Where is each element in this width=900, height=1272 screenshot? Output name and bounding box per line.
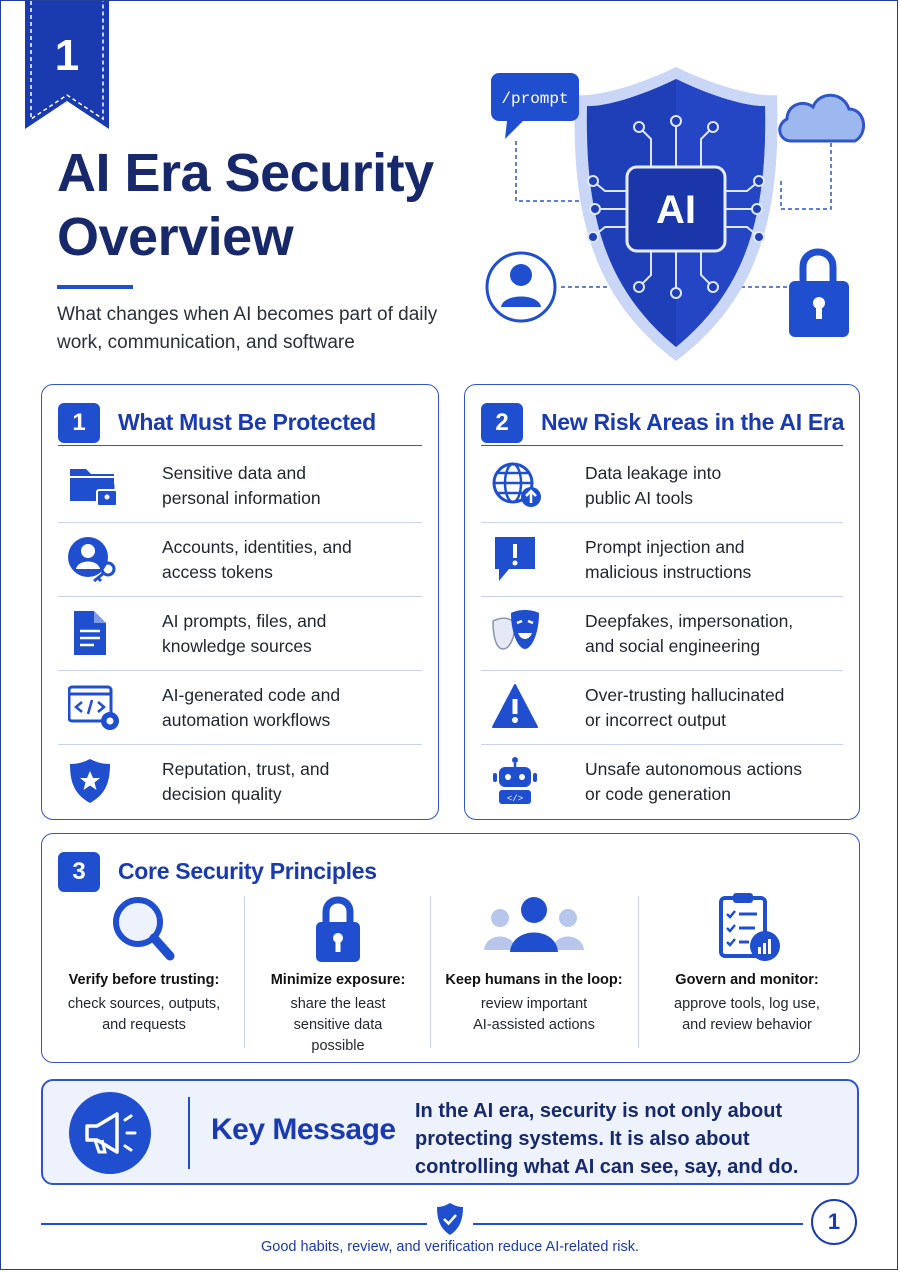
key-message-box (41, 1079, 859, 1185)
people-icon (474, 892, 594, 964)
key-divider (188, 1097, 190, 1169)
list-item (481, 449, 843, 523)
principle-verify (48, 892, 240, 1052)
section-number: 1 (58, 403, 100, 443)
shield-star-icon (68, 757, 120, 805)
list-item (58, 523, 422, 597)
masks-icon (491, 609, 543, 657)
megaphone-icon (69, 1092, 151, 1174)
page-title (57, 141, 497, 269)
chat-alert-icon (491, 535, 543, 583)
item-text: Deepfakes, impersonation, and social engineering (585, 611, 794, 656)
key-message-title: Key Message (211, 1113, 396, 1146)
list-item (58, 597, 422, 671)
footer-text: Good habits, review, and verification reduce AI-related risk. (261, 1239, 639, 1255)
robot-icon (491, 757, 543, 805)
list-item (481, 745, 843, 818)
item-text: AI-generated code and automation workflows (162, 685, 341, 730)
list-item (481, 597, 843, 671)
badge-number: 1 (54, 31, 80, 80)
globe-upload-icon (491, 461, 543, 509)
principle-title: Minimize exposure: (270, 972, 406, 988)
footer-rule-right (473, 1223, 803, 1225)
section-header (58, 399, 422, 446)
section-what-must-be-protected (41, 384, 439, 820)
footer-rule-left (41, 1223, 427, 1225)
section-core-principles (41, 833, 860, 1063)
page-subtitle: What changes when AI becomes part of daily work, communication, and software (57, 304, 438, 353)
prompt-bubble-label: /prompt (501, 90, 569, 108)
title-underline (57, 285, 133, 289)
principles-row (42, 892, 859, 1052)
title-line-2: Overview (57, 207, 294, 267)
item-text: Reputation, trust, and decision quality (162, 759, 330, 804)
section-number: 3 (58, 852, 100, 892)
title-line-1: AI Era Security (57, 143, 434, 203)
checklist-icon (707, 892, 787, 964)
list-item (58, 671, 422, 745)
list-item (481, 671, 843, 745)
code-gear-icon (68, 683, 120, 731)
magnifier-icon (104, 892, 184, 964)
section-new-risk-areas (464, 384, 860, 820)
principle-title: Keep humans in the loop: (445, 972, 623, 988)
item-text: Sensitive data and personal information (162, 463, 321, 508)
principle-humans (432, 892, 636, 1052)
principle-minimize (248, 892, 428, 1052)
item-text: Data leakage into public AI tools (585, 463, 722, 508)
list-item (58, 449, 422, 523)
list-item (481, 523, 843, 597)
user-key-icon (68, 535, 120, 583)
ai-chip-label: AI (656, 188, 696, 232)
section-number: 2 (481, 403, 523, 443)
padlock-icon (298, 892, 378, 964)
principle-desc: check sources, outputs, and requests (67, 996, 221, 1033)
item-text: Unsafe autonomous actions or code generation (585, 759, 802, 804)
principle-govern (640, 892, 854, 1052)
section-header (58, 848, 843, 894)
protected-list (58, 449, 422, 818)
principle-desc: approve tools, log use, and review behavior (674, 996, 820, 1033)
item-text: Prompt injection and malicious instructions (585, 537, 752, 582)
svg-text:</>: </> (506, 794, 524, 804)
item-text: Over-trusting hallucinated or incorrect output (585, 685, 785, 730)
shield-check-icon (435, 1201, 465, 1237)
item-text: Accounts, identities, and access tokens (162, 537, 352, 582)
section-title: Core Security Principles (118, 858, 377, 884)
section-header (481, 399, 843, 446)
warning-icon (491, 683, 543, 731)
principle-title: Verify before trusting: (68, 972, 220, 988)
principle-title: Govern and monitor: (675, 972, 819, 988)
principle-desc: review important AI-assisted actions (473, 996, 595, 1033)
section-title: New Risk Areas in the AI Era (541, 409, 845, 435)
number-ribbon (25, 1, 109, 129)
key-message-text: In the AI era, security is not only about protecting systems. It is also about controlling what AI can see, say, and do. (415, 1100, 799, 1178)
hero-illustration (481, 61, 871, 371)
item-text: AI prompts, files, and knowledge sources (162, 611, 327, 656)
list-item (58, 745, 422, 818)
page-number: 1 (811, 1199, 857, 1245)
risk-list (481, 449, 843, 818)
document-icon (68, 609, 120, 657)
principle-desc: share the least sensitive data possible (290, 996, 386, 1054)
section-title: What Must Be Protected (118, 409, 376, 435)
folder-lock-icon (68, 461, 120, 509)
